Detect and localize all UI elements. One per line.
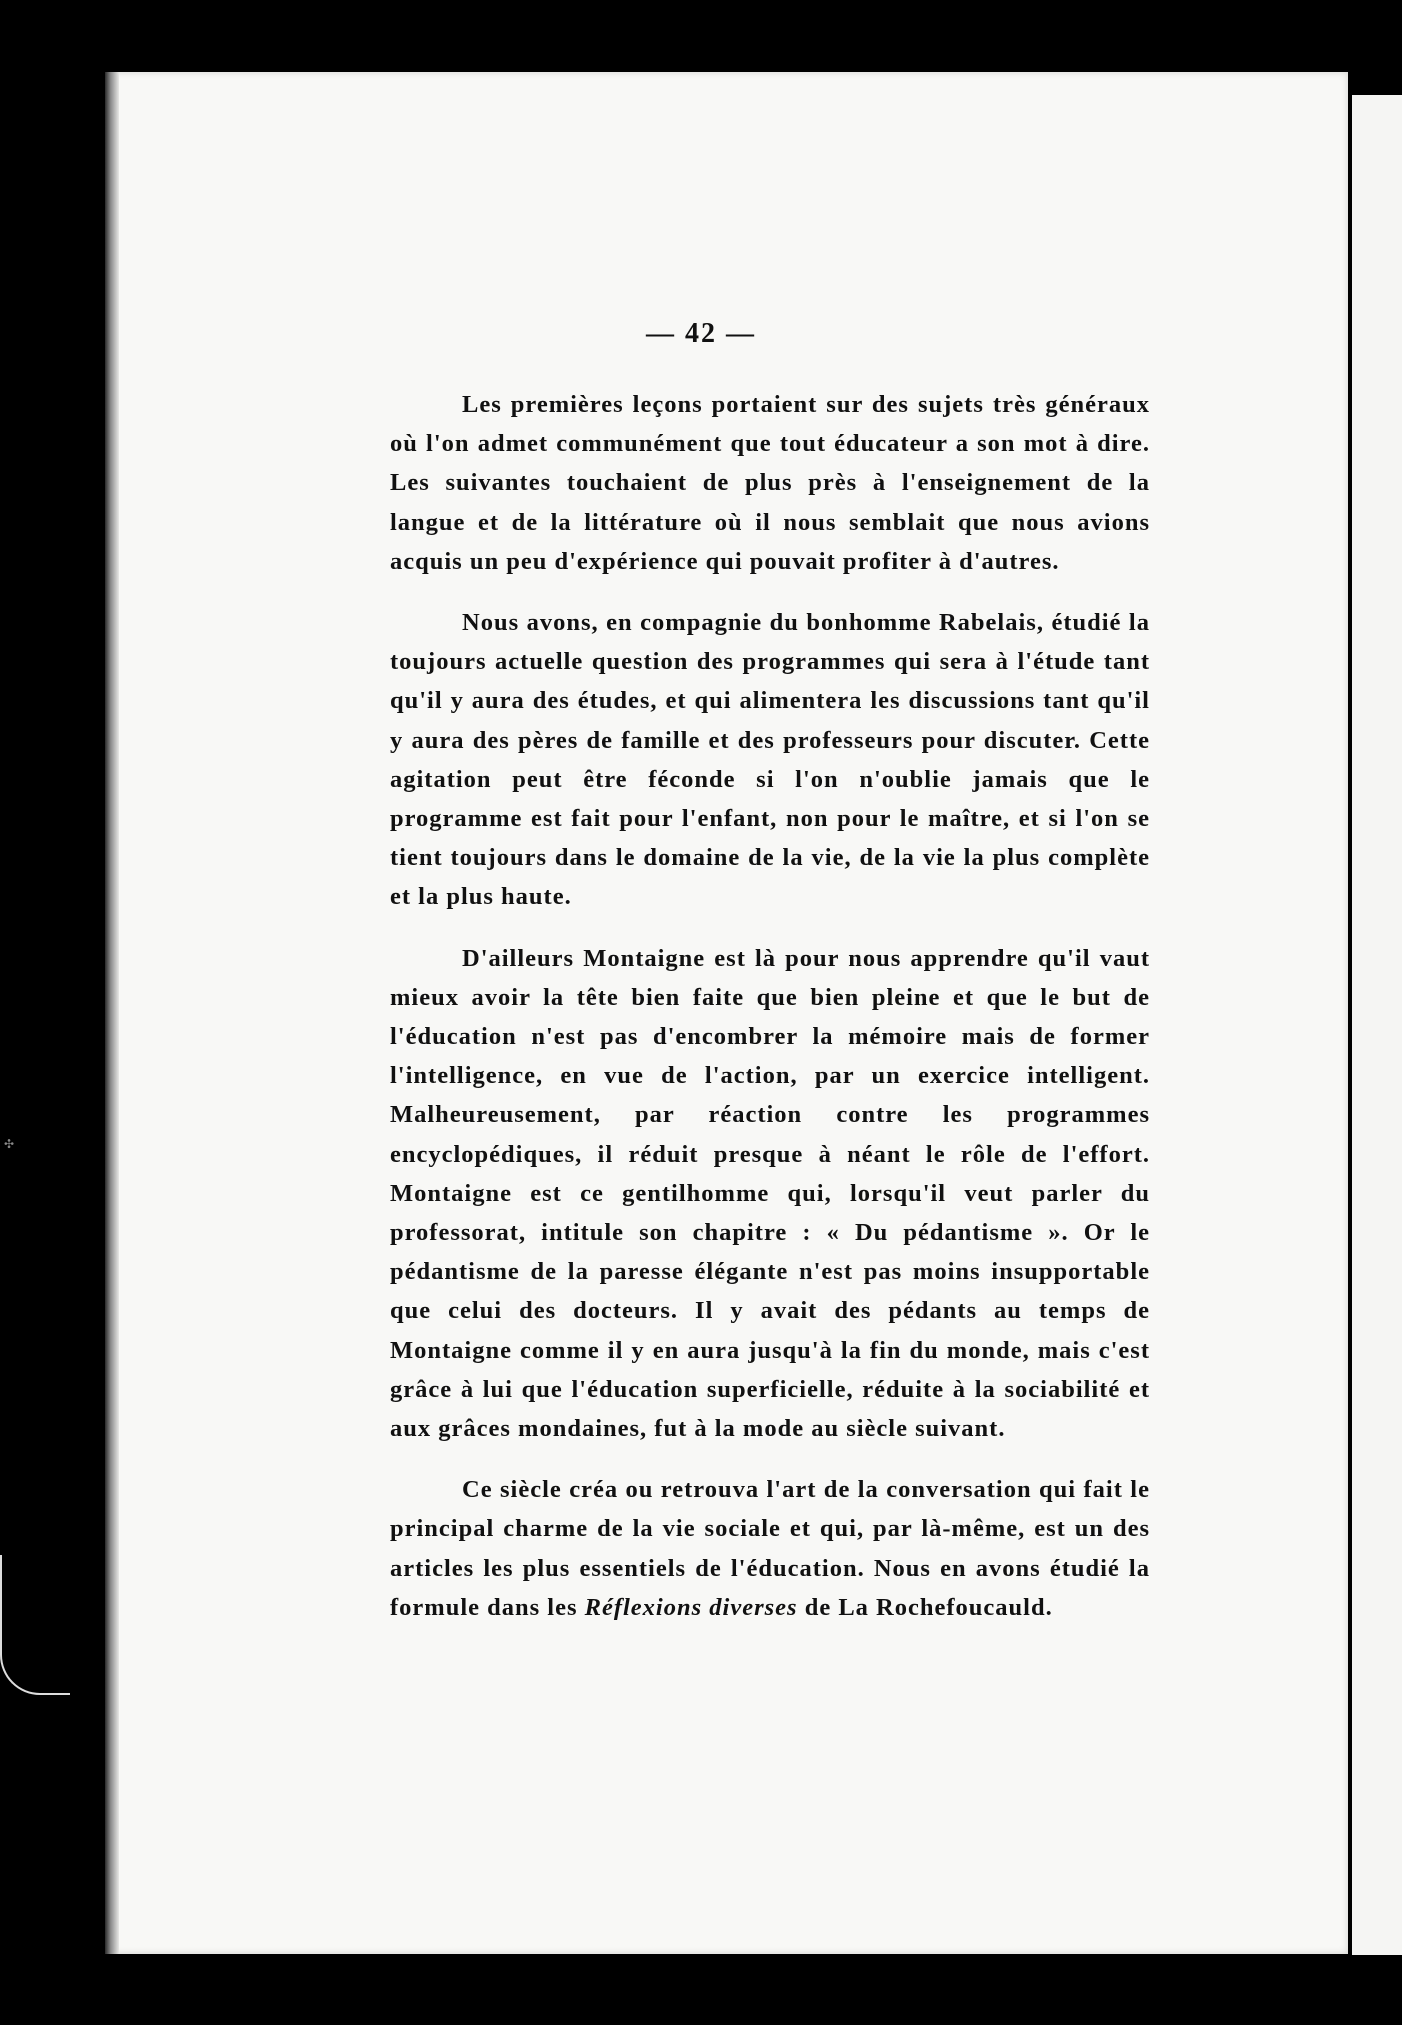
body-text xyxy=(390,385,1150,1649)
next-page-edge xyxy=(1352,95,1402,1955)
paragraph-4-text: Ce siècle créa ou retrouva l'art de la conversation qui fait le principal charme de la vie sociale et qui, par là-même, est un des articles les plus essentiels de l'éducation. Nous en avons étudié la formule dans les xyxy=(390,1476,1150,1621)
paragraph-3: D'ailleurs Montaigne est là pour nous apprendre qu'il vaut mieux avoir la tête bien faite que bien pleine et que le but de l'éducation n'est pas d'encombrer la mémoire mais de former l'intelligence, en vue de l'action, par un exercice intelligent. Malheureusement, par réaction contre les programmes encyclopédiques, il réduit presque à néant le rôle de l'effort. Montaigne est ce gentilhomme qui, lorsqu'il veut parler du professorat, intitule son chapitre : « Du pédantisme ». Or le pédantisme de la paresse élégante n'est pas moins insupportable que celui des docteurs. Il y avait des pédants au temps de Montaigne comme il y en aura jusqu'à la fin du monde, mais c'est grâce à lui que l'éducation superficielle, réduite à la sociabilité et aux grâces mondaines, fut à la mode au siècle suivant. xyxy=(390,944,1150,1443)
book-title-italic: Réflexions diverses xyxy=(584,1593,798,1621)
page-binding-edge xyxy=(105,72,119,1954)
page-number: — 42 — xyxy=(646,318,756,349)
paragraph-1: Les premières leçons portaient sur des sujets très généraux où l'on admet communément que tout éducateur a son mot à dire. Les suivantes touchaient de plus près à l'enseignement de la langue et de la littérature où il nous semblait que nous avions acquis un peu d'expérience qui pouvait profiter à d'autres. xyxy=(390,391,1150,575)
paragraph-2: Nous avons, en compagnie du bonhomme Rabelais, étudié la toujours actuelle question des programmes qui sera à l'étude tant qu'il y aura des études, et qui alimentera les discussions tant qu'il y aura des pères de famille et des professeurs pour discuter. Cette agitation peut être féconde si l'on n'oublie jamais que le programme est fait pour l'enfant, non pour le maître, et si l'on se tient toujours dans le domaine de la vie, de la vie la plus complète et la plus haute. xyxy=(390,609,1150,911)
paragraph-4-end: de La Rochefoucauld. xyxy=(797,1593,1053,1621)
scan-artifact-mark: ✣ xyxy=(4,1137,15,1151)
scan-artifact-curve xyxy=(0,1555,70,1695)
paragraph-4 xyxy=(390,1470,1150,1627)
